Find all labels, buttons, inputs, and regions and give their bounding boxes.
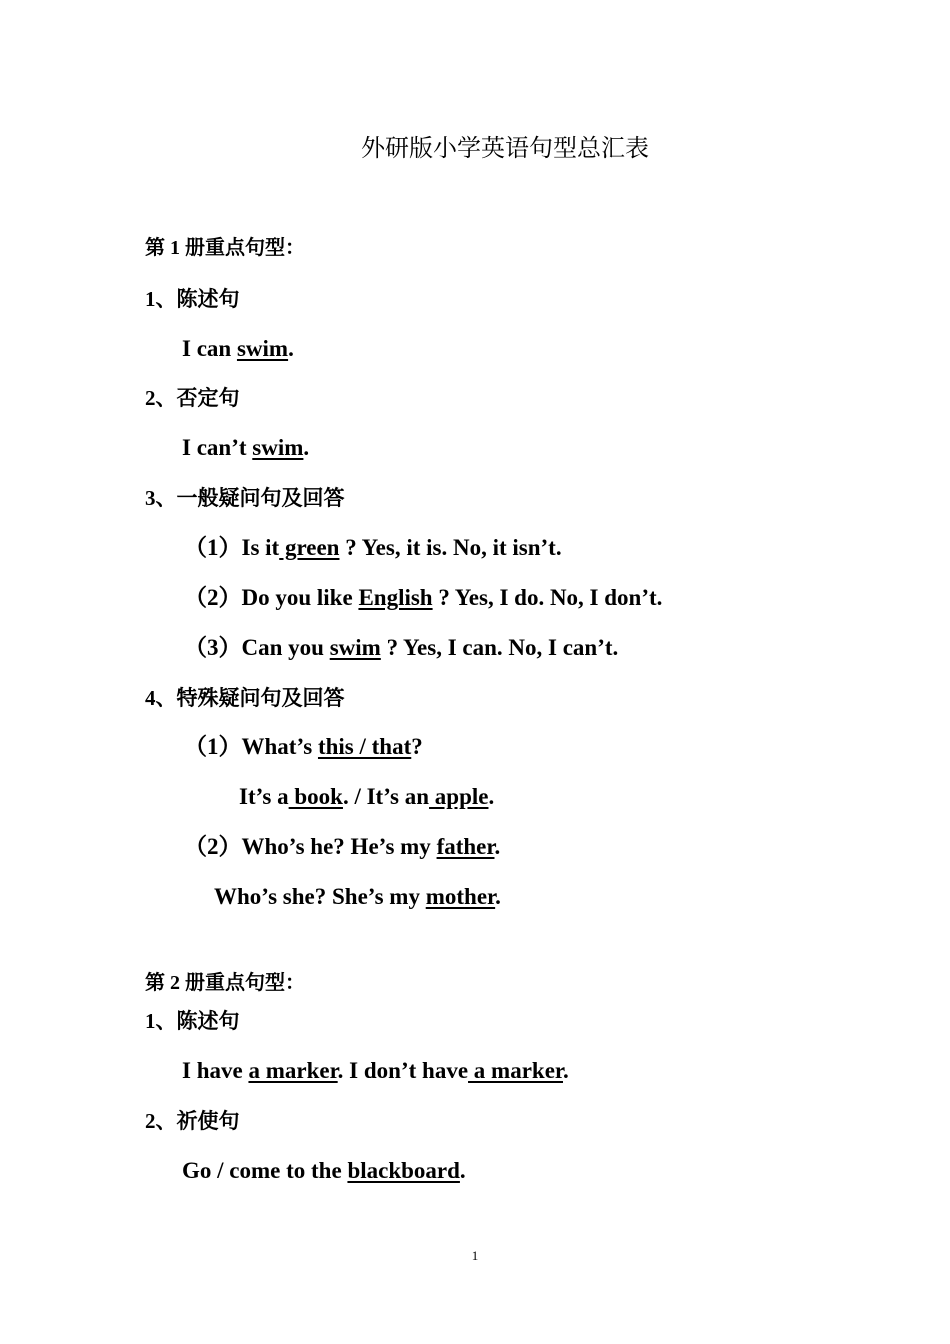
book1-section3-heading: 3、一般疑问句及回答 [145,486,345,510]
text: It’s a [239,784,289,809]
text: Who’s she? She’s my [214,884,426,909]
text: （1）What’s [184,734,318,759]
text: ? Yes, I do. No, I don’t. [432,585,663,610]
text: . [303,435,310,460]
text: . [288,336,294,361]
book2-section1-sentence [182,1057,569,1085]
text: . [495,884,501,909]
book1-question-3 [184,634,618,662]
text: ? Yes, I can. No, I can’t. [380,635,619,660]
book1-question-2 [184,584,662,612]
book1-heading: 第 1 册重点句型： [145,237,305,259]
text: . [494,834,501,859]
text: （2）Do you like [184,585,359,610]
underlined-word: blackboard [347,1158,460,1183]
text: I can [182,336,237,361]
book1-section1-sentence [182,335,294,363]
underlined-word: swim [252,435,304,460]
underlined-word: a marker [248,1058,338,1083]
book1-question-1 [184,534,562,562]
text: （2）Who’s he? He’s my [184,834,437,859]
book1-wh-question-1 [184,733,423,761]
book1-wh-answer-2 [214,883,501,911]
text: . [459,1158,466,1183]
underlined-word: this / that [317,734,412,759]
underlined-word: swim [236,336,289,361]
underlined-word: green [279,535,340,560]
book1-section1-heading: 1、陈述句 [145,287,240,311]
text: . [563,1058,569,1083]
text: . [488,784,495,809]
text: I can’t [182,435,253,460]
text: I have [182,1058,249,1083]
book2-section1-heading: 1、陈述句 [145,1009,240,1033]
text: . / It’s an [342,784,430,809]
underlined-word: book [288,784,343,809]
underlined-word: English [358,585,433,610]
underlined-word: swim [329,635,381,660]
underlined-word: a marker [468,1058,563,1083]
text: . I don’t have [337,1058,469,1083]
page-title: 外研版小学英语句型总汇表 [361,136,649,162]
text: （3）Can you [184,635,330,660]
book1-section2-sentence [182,434,309,462]
text: ? [411,734,423,759]
text: ? Yes, it is. No, it isn’t. [339,535,562,560]
underlined-word: apple [429,784,489,809]
book2-heading: 第 2 册重点句型： [145,972,305,994]
underlined-word: mother [425,884,496,909]
underlined-word: father [436,834,495,859]
text: Go / come to the [182,1158,348,1183]
book1-wh-answer-1 [239,783,494,811]
book1-wh-question-2 [184,833,500,861]
book1-section4-heading: 4、特殊疑问句及回答 [145,686,345,710]
book2-section2-heading: 2、祈使句 [145,1109,240,1133]
page-number: 1 [471,1248,479,1263]
book2-section2-sentence [182,1157,466,1185]
text: （1）Is it [184,535,280,560]
book1-section2-heading: 2、否定句 [145,386,240,410]
